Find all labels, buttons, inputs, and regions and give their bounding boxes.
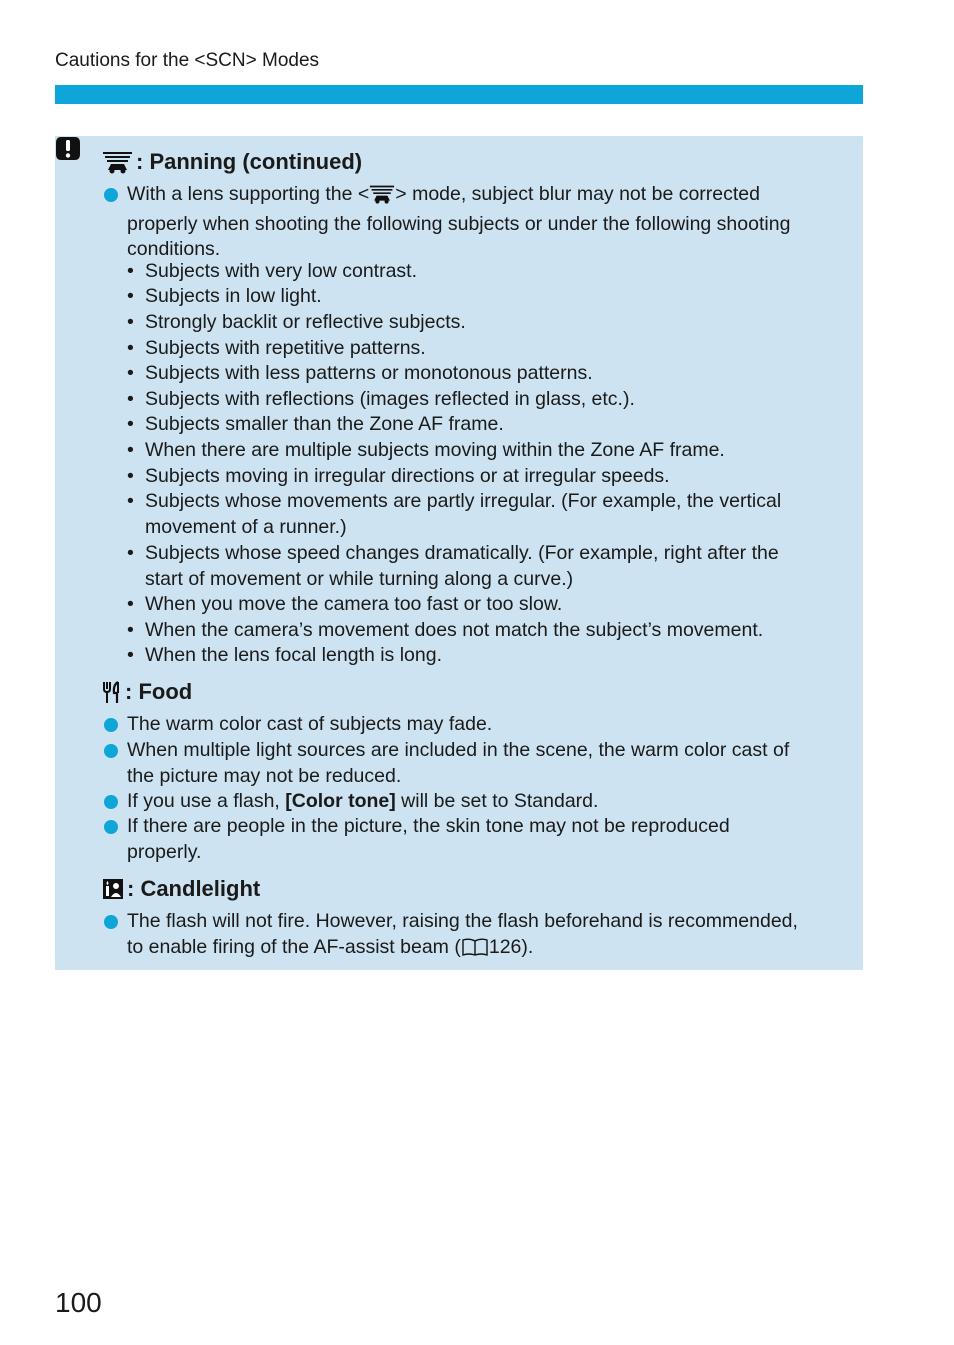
sub-item-text: Subjects moving in irregular directions or at irregular speeds. bbox=[145, 465, 670, 487]
sub-item-text: Subjects with less patterns or monotonous patterns. bbox=[145, 362, 593, 384]
sub-list-item: • Subjects in low light. bbox=[127, 284, 847, 310]
header-bar bbox=[55, 85, 863, 104]
text-fragment: 126). bbox=[488, 935, 534, 958]
sub-list-item: • When the camera’s movement does not match the subject’s movement. bbox=[127, 618, 847, 644]
text-fragment: > mode, subject blur may not be corrected bbox=[395, 183, 760, 205]
sub-item-text: Subjects smaller than the Zone AF frame. bbox=[145, 413, 504, 435]
sub-list-item: • Subjects with repetitive patterns. bbox=[127, 336, 847, 362]
text-line: properly. bbox=[127, 840, 202, 863]
list-item bbox=[102, 182, 852, 263]
sub-item-text: When there are multiple subjects moving within the Zone AF frame. bbox=[145, 439, 725, 461]
sub-item-text: Subjects with very low contrast. bbox=[145, 260, 418, 282]
list-item bbox=[102, 789, 852, 815]
sub-list-item: • Subjects with less patterns or monotonous patterns. bbox=[127, 361, 847, 387]
sub-list-item: • When you move the camera too fast or too slow. bbox=[127, 592, 847, 618]
text-line: If there are people in the picture, the skin tone may not be reproduced bbox=[127, 815, 730, 837]
list-item bbox=[102, 814, 852, 865]
text-line: properly when shooting the following subjects or under the following shooting bbox=[127, 212, 791, 235]
panning-mode-icon bbox=[369, 184, 395, 212]
section-heading-candlelight bbox=[102, 876, 260, 902]
list-item bbox=[102, 909, 852, 964]
text-fragment: If you use a flash, bbox=[127, 790, 286, 812]
list-item-text: The warm color cast of subjects may fade. bbox=[127, 713, 493, 735]
section-title: : Panning (continued) bbox=[136, 149, 363, 174]
food-mode-icon bbox=[102, 680, 122, 704]
bullet-dot-icon bbox=[104, 718, 118, 732]
sub-list-item: • Subjects moving in irregular directions or at irregular speeds. bbox=[127, 464, 847, 490]
candlelight-mode-icon bbox=[102, 878, 124, 900]
bullet-dot-icon bbox=[104, 915, 118, 929]
text-line: When multiple light sources are included in the scene, the warm color cast of bbox=[127, 739, 790, 761]
sub-item-text: Subjects whose movements are partly irregular. (For example, the vertical bbox=[145, 490, 782, 512]
bullet-dot-icon bbox=[104, 795, 118, 809]
sub-list-item: • Subjects with reflections (images reflected in glass, etc.). bbox=[127, 387, 847, 413]
text-line: The flash will not fire. However, raising the flash beforehand is recommended, bbox=[127, 910, 798, 932]
book-reference-icon bbox=[461, 937, 489, 965]
sub-item-text: Subjects whose speed changes dramatically. (For example, right after the bbox=[145, 542, 779, 564]
sub-list-item: • Strongly backlit or reflective subjects. bbox=[127, 310, 847, 336]
section-heading-food bbox=[102, 679, 192, 705]
sub-list-item: • Subjects smaller than the Zone AF frame. bbox=[127, 412, 847, 438]
text-line: the picture may not be reduced. bbox=[127, 764, 402, 787]
text-fragment: With a lens supporting the < bbox=[127, 183, 370, 205]
sub-item-text: Strongly backlit or reflective subjects. bbox=[145, 311, 466, 333]
list-item bbox=[102, 738, 852, 789]
sub-item-text: Subjects with repetitive patterns. bbox=[145, 337, 426, 359]
caution-box bbox=[55, 136, 863, 970]
running-head: Cautions for the <SCN> Modes bbox=[55, 50, 320, 71]
sub-list-item: • When there are multiple subjects moving within the Zone AF frame. bbox=[127, 438, 847, 464]
sub-item-text: movement of a runner.) bbox=[145, 515, 347, 538]
bullet-dot-icon bbox=[104, 820, 118, 834]
sub-item-text: When the camera’s movement does not match the subject’s movement. bbox=[145, 619, 764, 641]
sub-list-item: • Subjects whose movements are partly irregular. (For example, the vertical movement of a runner.) bbox=[127, 489, 847, 540]
sub-item-text: Subjects in low light. bbox=[145, 285, 322, 307]
sub-list-item: • When the lens focal length is long. bbox=[127, 643, 847, 669]
sub-list-item: • Subjects whose speed changes dramatically. (For example, right after the start of movement or while turning along a curve.) bbox=[127, 541, 847, 592]
section-title: : Candlelight bbox=[127, 876, 261, 901]
sub-item-text: When you move the camera too fast or too slow. bbox=[145, 593, 563, 615]
bullet-dot-icon bbox=[104, 188, 118, 202]
sub-list-item: • Subjects with very low contrast. bbox=[127, 259, 847, 285]
section-heading-panning bbox=[102, 149, 362, 175]
menu-setting-name: [Color tone] bbox=[285, 790, 396, 812]
text-fragment: to enable firing of the AF-assist beam ( bbox=[127, 935, 461, 958]
list-item bbox=[102, 712, 852, 738]
bullet-dot-icon bbox=[104, 744, 118, 758]
page-number: 100 bbox=[55, 1287, 102, 1318]
sub-item-text: When the lens focal length is long. bbox=[145, 644, 443, 666]
caution-exclamation-icon bbox=[53, 135, 83, 165]
text-line: conditions. bbox=[127, 238, 221, 261]
text-fragment: will be set to Standard. bbox=[395, 790, 599, 812]
panning-mode-icon bbox=[102, 150, 133, 174]
sub-item-text: Subjects with reflections (images reflected in glass, etc.). bbox=[145, 388, 635, 410]
section-title: : Food bbox=[125, 679, 193, 704]
sub-item-text: start of movement or while turning along a curve.) bbox=[145, 567, 574, 590]
